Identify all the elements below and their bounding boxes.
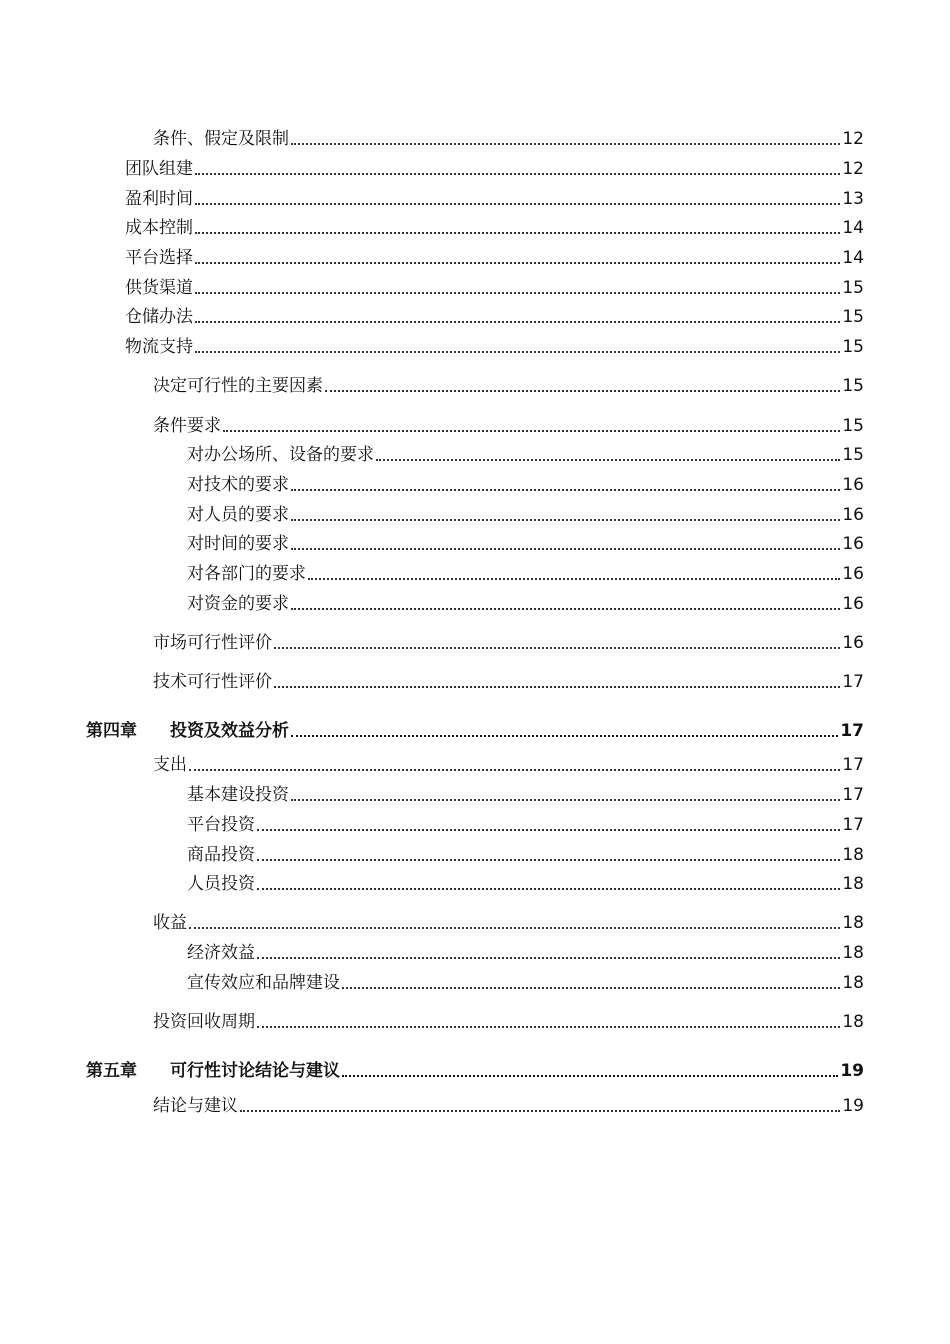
toc-chapter-number: 第四章	[86, 721, 137, 741]
toc-entry-label: 盈利时间	[125, 189, 193, 209]
toc-entry-key-feasibility-factors[interactable]	[153, 371, 864, 397]
toc-entry-label: 决定可行性的主要因素	[153, 376, 323, 396]
toc-entry-label: 条件、假定及限制	[153, 129, 289, 149]
toc-entry-technical-requirements[interactable]	[187, 470, 864, 496]
toc-entry-label: 投资回收周期	[153, 1012, 255, 1032]
toc-entry-promotion-branding[interactable]	[187, 968, 864, 994]
toc-entry-page-number: 16	[842, 594, 864, 614]
toc-entry-time-requirements[interactable]	[187, 529, 864, 555]
toc-entry-page-number: 17	[842, 785, 864, 805]
toc-entry-page-number: 12	[842, 159, 864, 179]
dot-leader	[257, 888, 840, 890]
toc-entry-label: 结论与建议	[153, 1096, 238, 1116]
toc-entry-label: 物流支持	[125, 337, 193, 357]
dot-leader	[257, 859, 840, 861]
toc-entry-payback-period[interactable]	[153, 1007, 864, 1033]
toc-entry-platform-selection[interactable]	[125, 243, 864, 269]
toc-entry-expenditure[interactable]	[153, 750, 864, 776]
toc-entry-profit-time[interactable]	[125, 184, 864, 210]
toc-entry-label: 市场可行性评价	[153, 633, 272, 653]
dot-leader	[274, 647, 840, 649]
dot-leader	[342, 987, 840, 989]
dot-leader	[308, 578, 840, 580]
toc-entry-revenue[interactable]	[153, 908, 864, 934]
toc-entry-department-requirements[interactable]	[187, 559, 864, 585]
toc-entry-page-number: 16	[842, 633, 864, 653]
dot-leader	[223, 430, 840, 432]
toc-entry-label: 平台投资	[187, 815, 255, 835]
dot-leader	[291, 735, 838, 737]
dot-leader	[376, 459, 840, 461]
toc-entry-label: 基本建设投资	[187, 785, 289, 805]
toc-entry-page-number: 17	[842, 672, 864, 692]
toc-entry-technical-feasibility[interactable]	[153, 667, 864, 693]
toc-entry-market-feasibility[interactable]	[153, 628, 864, 654]
dot-leader	[291, 548, 840, 550]
toc-entry-page-number: 16	[842, 564, 864, 584]
toc-entry-staff-investment[interactable]	[187, 869, 864, 895]
toc-entry-page-number: 16	[842, 475, 864, 495]
toc-entry-label: 仓储办法	[125, 307, 193, 327]
toc-entry-cost-control[interactable]	[125, 213, 864, 239]
dot-leader	[195, 262, 840, 264]
dot-leader	[291, 143, 840, 145]
toc-entry-label: 人员投资	[187, 874, 255, 894]
toc-entry-requirements[interactable]	[153, 411, 864, 437]
toc-chapter-4[interactable]	[86, 716, 864, 742]
toc-entry-page-number: 18	[842, 874, 864, 894]
toc-entry-label: 商品投资	[187, 845, 255, 865]
toc-entry-logistics-support[interactable]	[125, 332, 864, 358]
toc-entry-page-number: 17	[842, 755, 864, 775]
toc-entry-page-number: 15	[842, 376, 864, 396]
toc-entry-page-number: 12	[842, 129, 864, 149]
toc-entry-label: 对各部门的要求	[187, 564, 306, 584]
toc-entry-label: 对办公场所、设备的要求	[187, 445, 374, 465]
toc-entry-page-number: 15	[842, 278, 864, 298]
toc-entry-conclusions-suggestions[interactable]	[153, 1091, 864, 1117]
toc-entry-infrastructure-investment[interactable]	[187, 780, 864, 806]
toc-chapter-5[interactable]	[86, 1056, 864, 1082]
toc-entry-staff-requirements[interactable]	[187, 500, 864, 526]
toc-chapter-title: 投资及效益分析	[170, 721, 289, 741]
toc-entry-label: 对资金的要求	[187, 594, 289, 614]
dot-leader	[257, 1026, 840, 1028]
toc-entry-page-number: 19	[842, 1096, 864, 1116]
toc-entry-page-number: 18	[842, 913, 864, 933]
toc-entry-supply-channels[interactable]	[125, 273, 864, 299]
dot-leader	[325, 390, 840, 392]
toc-chapter-number: 第五章	[86, 1061, 137, 1081]
toc-entry-label: 供货渠道	[125, 278, 193, 298]
dot-leader	[195, 173, 840, 175]
dot-leader	[342, 1075, 838, 1077]
toc-entry-label: 收益	[153, 913, 187, 933]
dot-leader	[274, 686, 840, 688]
toc-entry-page-number: 16	[842, 505, 864, 525]
toc-entry-page-number: 19	[840, 1061, 864, 1081]
dot-leader	[189, 769, 840, 771]
toc-entry-label: 宣传效应和品牌建设	[187, 973, 340, 993]
toc-chapter-title: 可行性讨论结论与建议	[170, 1061, 340, 1081]
toc-entry-label: 对人员的要求	[187, 505, 289, 525]
dot-leader	[240, 1110, 840, 1112]
toc-entry-label: 对技术的要求	[187, 475, 289, 495]
toc-entry-label: 经济效益	[187, 943, 255, 963]
dot-leader	[195, 292, 840, 294]
toc-entry-page-number: 15	[842, 307, 864, 327]
toc-entry-page-number: 14	[842, 218, 864, 238]
dot-leader	[195, 351, 840, 353]
dot-leader	[291, 519, 840, 521]
toc-entry-page-number: 17	[842, 815, 864, 835]
dot-leader	[257, 829, 840, 831]
toc-entry-page-number: 18	[842, 973, 864, 993]
toc-entry-office-equipment-requirements[interactable]	[187, 440, 864, 466]
toc-entry-page-number: 15	[842, 337, 864, 357]
toc-entry-page-number: 15	[842, 416, 864, 436]
toc-entry-page-number: 16	[842, 534, 864, 554]
toc-entry-goods-investment[interactable]	[187, 840, 864, 866]
toc-entry-page-number: 18	[842, 1012, 864, 1032]
dot-leader	[291, 489, 840, 491]
toc-entry-warehousing[interactable]	[125, 302, 864, 328]
toc-entry-page-number: 15	[842, 445, 864, 465]
toc-entry-label: 技术可行性评价	[153, 672, 272, 692]
dot-leader	[195, 232, 840, 234]
toc-entry-economic-benefit[interactable]	[187, 938, 864, 964]
dot-leader	[291, 608, 840, 610]
toc-entry-label: 对时间的要求	[187, 534, 289, 554]
toc-entry-conditions-assumptions-limits[interactable]	[153, 124, 864, 150]
toc-entry-platform-investment[interactable]	[187, 810, 864, 836]
toc-entry-label: 团队组建	[125, 159, 193, 179]
toc-entry-team-building[interactable]	[125, 154, 864, 180]
toc-entry-page-number: 14	[842, 248, 864, 268]
dot-leader	[291, 799, 840, 801]
toc-entry-page-number: 18	[842, 845, 864, 865]
toc-entry-funding-requirements[interactable]	[187, 589, 864, 615]
dot-leader	[189, 927, 840, 929]
toc-entry-page-number: 13	[842, 189, 864, 209]
toc-entry-page-number: 17	[840, 721, 864, 741]
dot-leader	[195, 203, 840, 205]
dot-leader	[257, 957, 840, 959]
toc-entry-label: 成本控制	[125, 218, 193, 238]
toc-entry-label: 平台选择	[125, 248, 193, 268]
toc-entry-page-number: 18	[842, 943, 864, 963]
toc-entry-label: 条件要求	[153, 416, 221, 436]
toc-entry-label: 支出	[153, 755, 187, 775]
dot-leader	[195, 321, 840, 323]
